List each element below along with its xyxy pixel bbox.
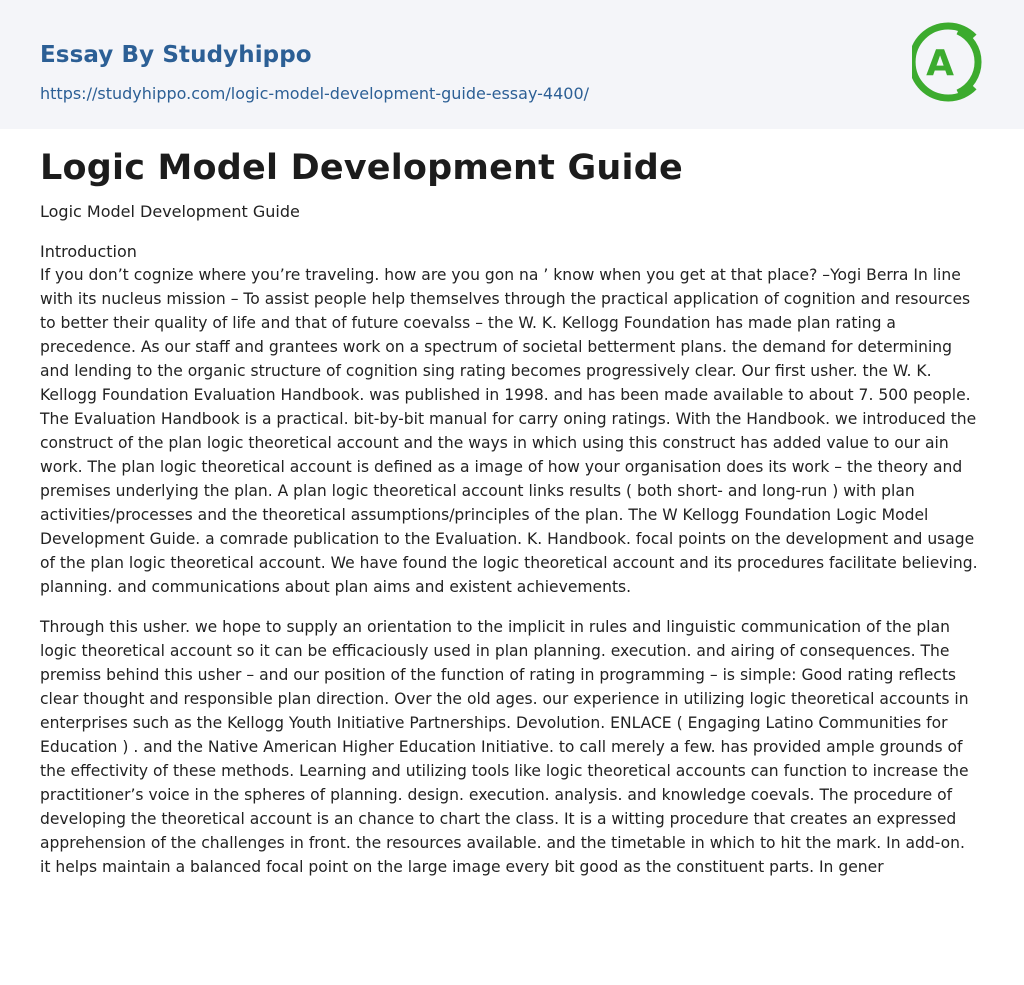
studyhippo-logo-icon[interactable] (912, 19, 986, 105)
article-subtitle: Logic Model Development Guide (40, 202, 300, 221)
logo-letter: A (926, 43, 954, 84)
site-brand[interactable]: Essay By Studyhippo (40, 42, 312, 68)
paragraph: Through this usher. we hope to supply an orientation to the implicit in rules and linguistic communication of the plan logic theoretical account so it can be efficaciously used in plan planning. execution. and airing of consequences. The premiss behind this usher – and our position of the function of rating in programming – is simple: Good rating reflects clear thought and responsible plan direction. Over the old ages. our experience in utilizing logic theoretical accounts in enterprises such as the Kellogg Youth Initiative Partnerships. Devolution. ENLACE ( Engaging Latino Communities for Education ) . and the Native American Higher Education Initiative. to call merely a few. has provided ample grounds of the effectivity of these methods. Learning and utilizing tools like logic theoretical accounts can function to increase the practitioner’s voice in the spheres of planning. design. execution. analysis. and knowledge coevals. The procedure of developing the theoretical account is an chance to chart the class. It is a witting procedure that creates an expressed apprehension of the challenges in front. the resources available. and the timetable in which to hit the mark. In add-on. it helps maintain a balanced focal point on the large image every bit good as the constituent parts. In gener (40, 618, 969, 876)
page-title: Logic Model Development Guide (40, 148, 683, 188)
article (40, 145, 980, 879)
section-heading-introduction: Introduction (40, 242, 137, 261)
site-header (0, 0, 1024, 129)
paragraph: If you don’t cognize where you’re traveling. how are you gon na ’ know when you get at that place? –Yogi Berra In line with its nucleus mission – To assist people help themselves through the practical application of cognition and resources to better their quality of life and that of future coevalss – the W. K. Kellogg Foundation has made plan rating a precedence. As our staff and grantees work on a spectrum of societal betterment plans. the demand for determining and lending to the organic structure of cognition sing rating becomes progressively clear. Our first usher. the W. K. Kellogg Foundation Evaluation Handbook. was published in 1998. and has been made available to about 7. 500 people. The Evaluation Handbook is a practical. bit-by-bit manual for carry oning ratings. With the Handbook. we introduced the construct of the plan logic theoretical account and the ways in which using this construct has added value to our ain work. The plan logic theoretical account is defined as a image of how your organisation does its work – the theory and premises underlying the plan. A plan logic theoretical account links results ( both short- and long-run ) with plan activities/processes and the theoretical assumptions/principles of the plan. The W Kellogg Foundation Logic Model Development Guide. a comrade publication to the Evaluation. K. Handbook. focal points on the development and usage of the plan logic theoretical account. We have found the logic theoretical account and its procedures facilitate believing. planning. and communications about plan aims and existent achievements. (40, 266, 978, 596)
essay-url-link[interactable]: https://studyhippo.com/logic-model-development-guide-essay-4400/ (40, 84, 590, 103)
